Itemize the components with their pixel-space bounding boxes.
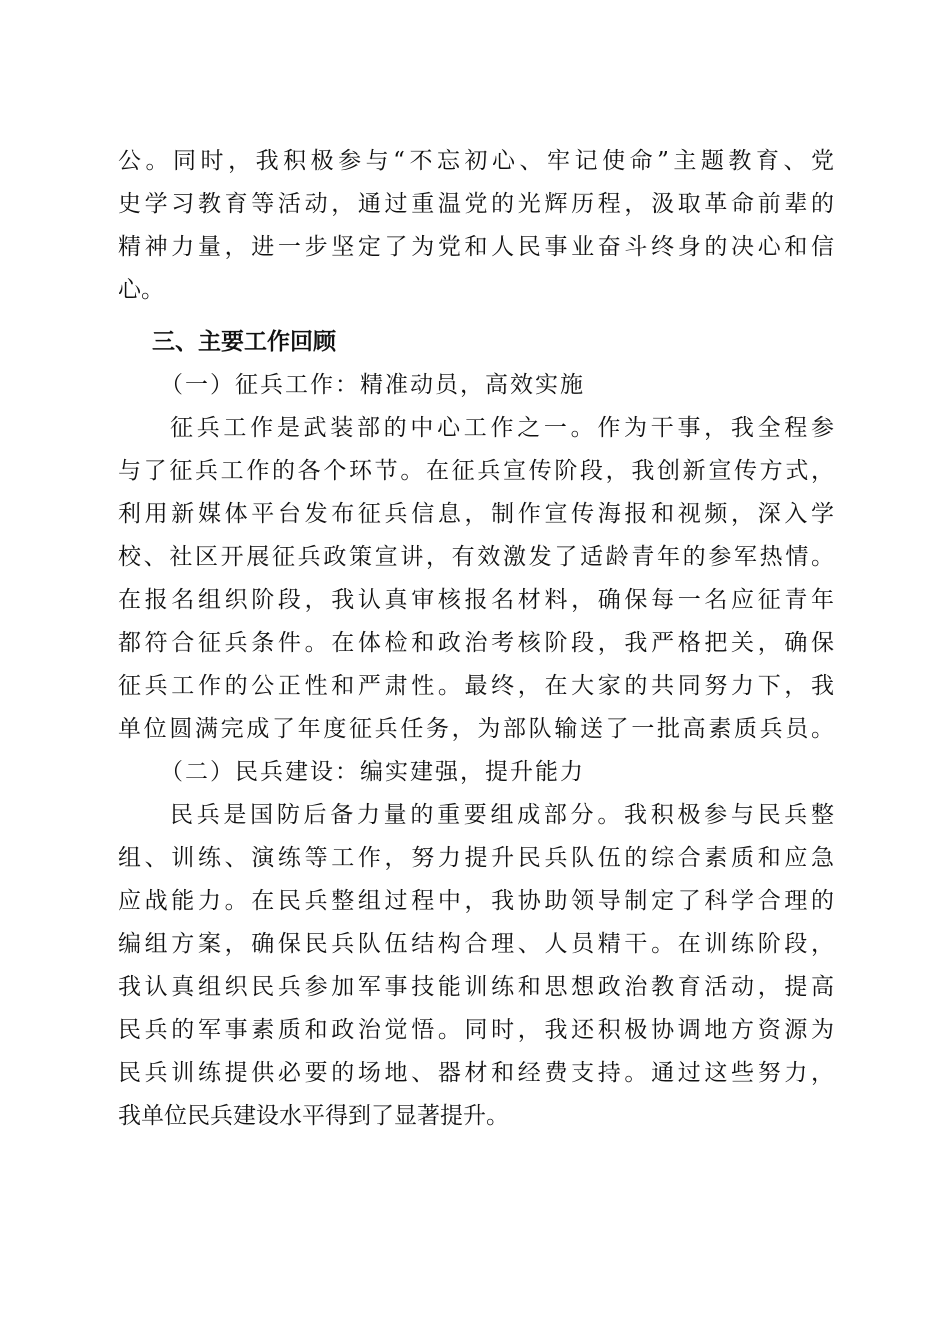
- text-line: 民兵训练提供必要的场地、器材和经费支持。通过这些努力，: [118, 1060, 834, 1086]
- subsection-heading-2: （二）民兵建设：编实建强，提升能力: [160, 759, 585, 785]
- text-line: 精神力量，进一步坚定了为党和人民事业奋斗终身的决心和信: [118, 234, 834, 260]
- text-line: 民兵的军事素质和政治觉悟。同时，我还积极协调地方资源为: [118, 1017, 834, 1043]
- document-page: [118, 140, 834, 1138]
- text-line: 征兵工作的公正性和严肃性。最终，在大家的共同努力下，我: [118, 673, 834, 699]
- text-line: 应战能力。在民兵整组过程中，我协助领导制定了科学合理的: [118, 888, 834, 914]
- text-line: 组、训练、演练等工作，努力提升民兵队伍的综合素质和应急: [118, 845, 834, 871]
- text-line: 我单位民兵建设水平得到了显著提升。: [118, 1103, 509, 1129]
- text-line: 单位圆满完成了年度征兵任务，为部队输送了一批高素质兵员。: [118, 716, 834, 742]
- text-line: 公。同时，我积极参与“不忘初心、牢记使命”主题教育、党: [118, 148, 834, 174]
- text-line: 在报名组织阶段，我认真审核报名材料，确保每一名应征青年: [118, 587, 834, 613]
- section-heading: 三、主要工作回顾: [152, 329, 336, 355]
- text-line: 与了征兵工作的各个环节。在征兵宣传阶段，我创新宣传方式，: [118, 458, 834, 484]
- text-line: 征兵工作是武装部的中心工作之一。作为干事，我全程参: [170, 415, 834, 441]
- paragraph-militia: [118, 794, 834, 1138]
- text-line: 校、社区开展征兵政策宣讲，有效激发了适龄青年的参军热情。: [118, 544, 834, 570]
- paragraph-conscription: [118, 407, 834, 751]
- text-line: 史学习教育等活动，通过重温党的光辉历程，汲取革命前辈的: [118, 191, 834, 217]
- text-line: 心。: [118, 277, 164, 303]
- text-line: 编组方案，确保民兵队伍结构合理、人员精干。在训练阶段，: [118, 931, 834, 957]
- text-line: 我认真组织民兵参加军事技能训练和思想政治教育活动，提高: [118, 974, 834, 1000]
- text-line: 利用新媒体平台发布征兵信息，制作宣传海报和视频，深入学: [118, 501, 834, 527]
- paragraph-continued: [118, 140, 834, 312]
- text-line: 都符合征兵条件。在体检和政治考核阶段，我严格把关，确保: [118, 630, 834, 656]
- subsection-heading-1: （一）征兵工作：精准动员，高效实施: [160, 372, 585, 398]
- text-line: 民兵是国防后备力量的重要组成部分。我积极参与民兵整: [170, 802, 834, 828]
